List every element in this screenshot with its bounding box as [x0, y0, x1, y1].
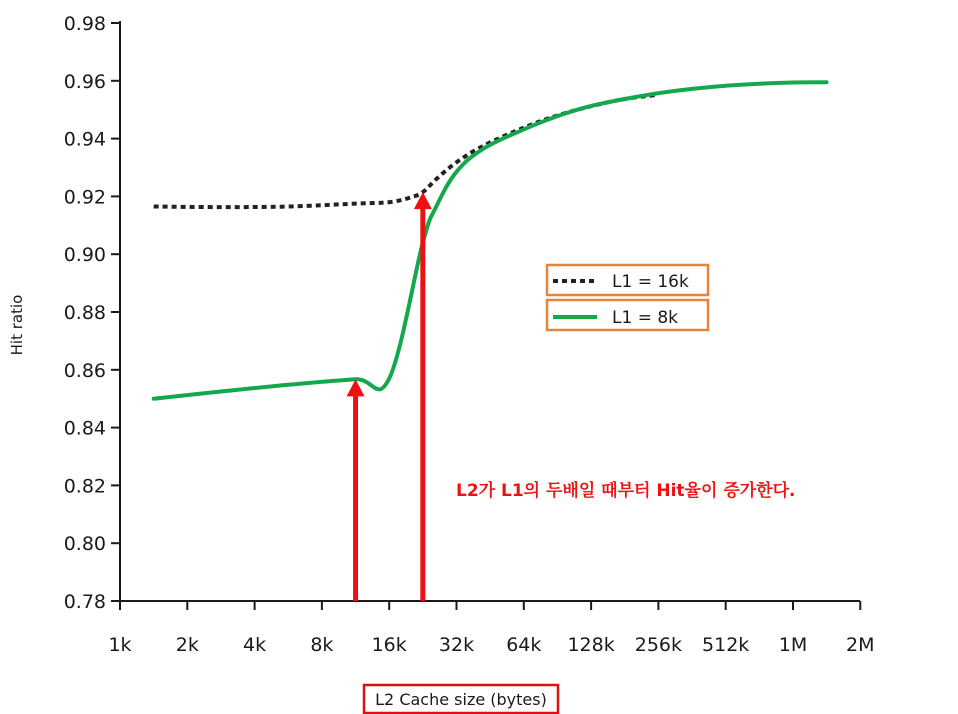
x-tick-label: 512k: [702, 634, 750, 656]
y-tick-label: 0.96: [63, 70, 106, 93]
y-tick-label: 0.80: [63, 533, 106, 556]
series-layer: [154, 82, 827, 399]
y-tick-label: 0.90: [63, 244, 106, 267]
legend-label-l1-16k: L1 = 16k: [612, 272, 689, 292]
y-tick-label: 0.94: [63, 128, 106, 151]
y-tick-labels: [64, 13, 106, 613]
y-tick-label: 0.88: [63, 302, 106, 324]
annotation-text: L2가 L1의 두배일 때부터 Hit율이 증가한다.: [456, 481, 796, 501]
series-line-l1-8k: [154, 82, 827, 399]
x-tick-label: 4k: [243, 634, 267, 656]
x-tick-label: 1M: [778, 634, 808, 656]
y-tick-label: 0.92: [63, 186, 106, 209]
x-tick-label: 128k: [567, 634, 615, 656]
y-tick-label: 0.78: [63, 591, 106, 613]
y-axis-title: Hit ratio: [8, 294, 26, 356]
y-axis-ticks: [111, 23, 120, 601]
x-tick-label: 8k: [310, 634, 334, 656]
x-axis-ticks: [120, 601, 860, 610]
legend-label-l1-8k: L1 = 8k: [612, 308, 678, 328]
x-tick-label: 2M: [846, 634, 875, 656]
x-axis-title: L2 Cache size (bytes): [375, 690, 547, 709]
x-tick-label: 256k: [634, 634, 683, 656]
x-tick-label: 32k: [438, 634, 475, 656]
x-tick-label: 64k: [506, 634, 542, 656]
y-tick-label: 0.82: [63, 475, 106, 498]
x-tick-label: 16k: [371, 634, 407, 656]
x-tick-label: 2k: [175, 634, 199, 656]
y-tick-label: 0.84: [63, 417, 106, 440]
x-tick-label: 1k: [108, 634, 132, 656]
y-tick-label: 0.86: [63, 359, 106, 382]
x-tick-labels: [108, 634, 874, 656]
series-line-l1-16k: [154, 95, 659, 207]
y-tick-label: 0.98: [63, 13, 106, 35]
